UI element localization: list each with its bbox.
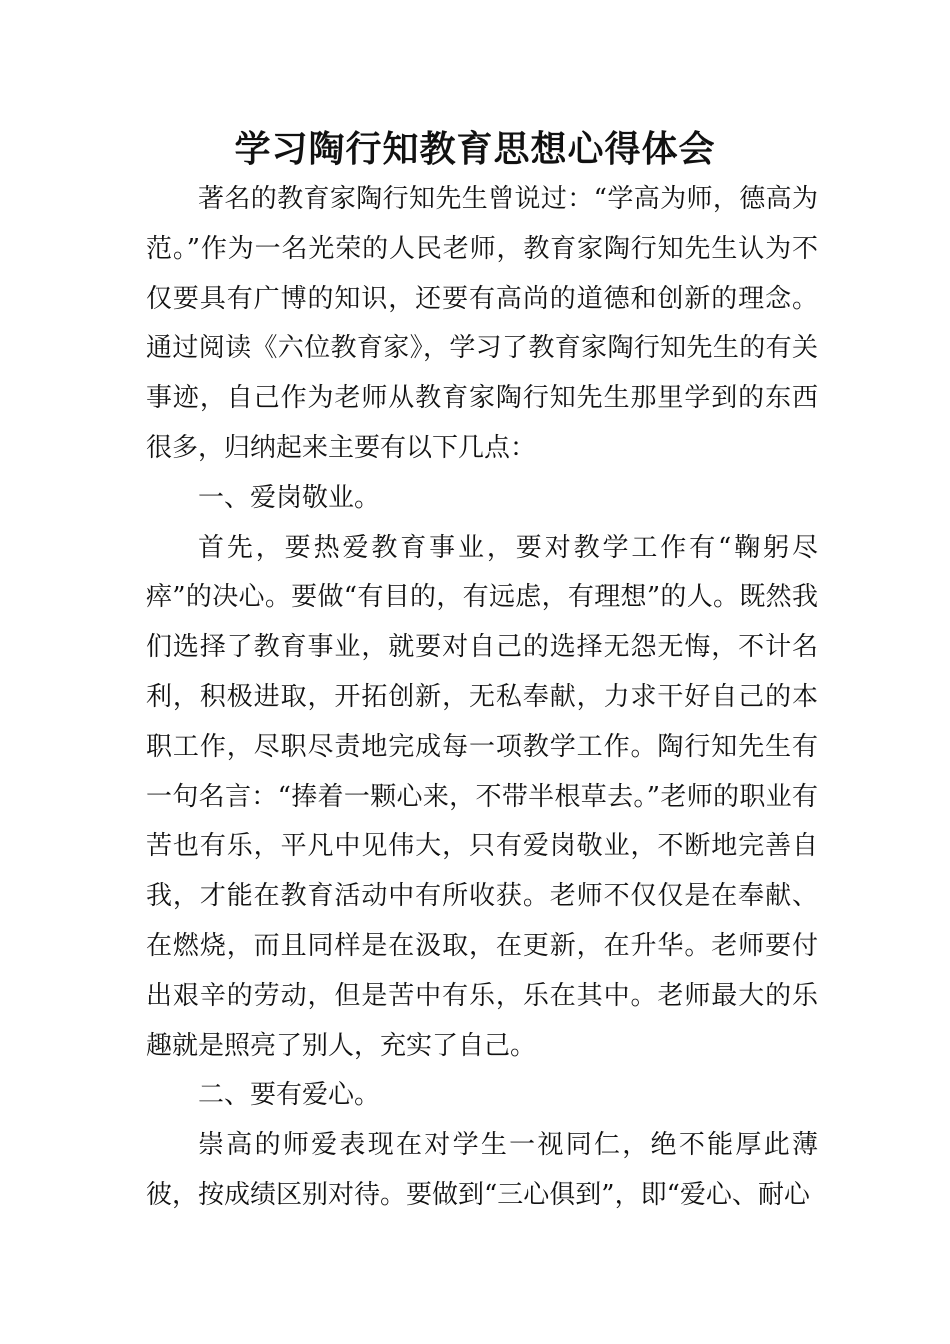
section-heading-2: 二、要有爱心。 (198, 1080, 381, 1111)
document-title: 学习陶行知教育思想心得体会 (234, 129, 716, 170)
paragraph-section-2: 崇高的师爱表现在对学生一视同仁，绝不能厚此薄彼，按成绩区别对待。要做到“三心俱到”，即“爱心、耐心 (146, 1130, 818, 1210)
paragraph-intro: 著名的教育家陶行知先生曾说过：“学高为师，德高为范。”作为一名光荣的人民老师，教育家陶行知先生认为不仅要具有广博的知识，还要有高尚的道德和创新的理念。通过阅读《六位教育家》，学习了教育家陶行知先生的有关事迹，自己作为老师从教育家陶行知先生那里学到的东西很多，归纳起来主要有以下几点： (146, 184, 818, 463)
paragraph-section-1: 首先，要热爱教育事业，要对教学工作有“鞠躬尽瘁”的决心。要做“有目的，有远虑，有理想”的人。既然我们选择了教育事业，就要对自己的选择无怨无悔，不计名利，积极进取，开拓创新，无私奉献，力求干好自己的本职工作，尽职尽责地完成每一项教学工作。陶行知先生有一句名言：“捧着一颗心来，不带半根草去。”老师的职业有苦也有乐，平凡中见伟大，只有爱岗敬业，不断地完善自我，才能在教育活动中有所收获。老师不仅仅是在奉献、在燃烧，而且同样是在汲取，在更新，在升华。老师要付出艰辛的劳动，但是苦中有乐，乐在其中。老师最大的乐趣就是照亮了别人，充实了自己。 (146, 532, 818, 1061)
document-body (146, 175, 818, 1221)
section-heading-1: 一、爱岗敬业。 (198, 482, 381, 513)
